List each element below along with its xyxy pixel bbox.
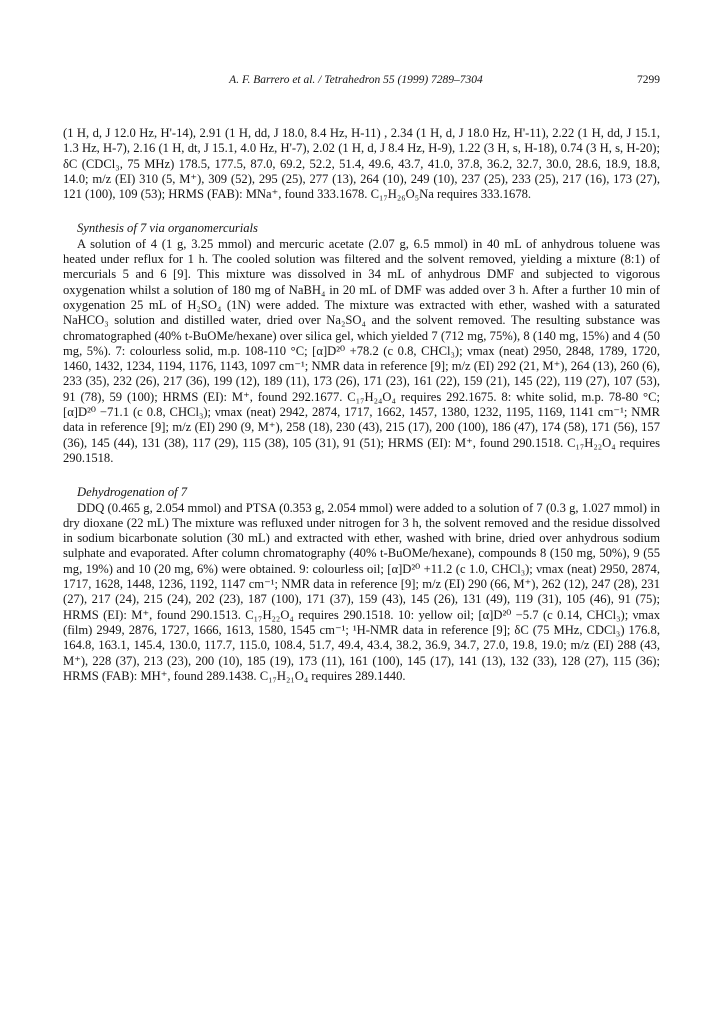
section-text-dehydrogenation: DDQ (0.465 g, 2.054 mmol) and PTSA (0.353 g, 2.054 mmol) were added to a solution of 7 (0.3 g, 1.027 mmol) in dry dioxane (22 mL) The mixture was refluxed under nitrogen for 3 h, the solvent removed and the residue dissolved in sodium bicarbonate solution (30 mL) and extracted with ether, washed with brine, dried over anhydrous sodium sulphate and evaporated. After column chromatography (40% t-BuOMe/hexane), compounds 8 (150 mg, 50%), 9 (55 mg, 19%) and 10 (20 mg, 6%) were obtained. 9: colourless oil; [α]D²⁰ +11.2 (c 1.0, CHCl₃); νmax (neat) 2950, 2874, 1717, 1628, 1448, 1236, 1192, 1147 cm⁻¹; NMR data in reference [9]; m/z (EI) 290 (66, M⁺), 262 (12), 247 (28), 231 (27), 217 (24), 215 (24), 202 (23), 187 (100), 171 (37), 159 (43), 145 (26), 131 (49), 119 (31), 105 (46), 91 (75); HRMS (EI): M⁺, found 290.1513. C₁₇H₂₂O₄ requires 290.1518. 10: yellow oil; [α]D²⁰ −5.7 (c 0.14, CHCl₃); νmax (film) 2949, 2876, 1727, 1666, 1613, 1580, 1545 cm⁻¹; ¹H-NMR data in reference [9]; δC (75 MHz, CDCl₃) 176.8, 164.8, 163.1, 145.4, 130.0, 117.7, 115.0, 108.4, 51.7, 49.4, 43.4, 38.2, 36.9, 34.7, 27.0, 19.8, 19.0; m/z (EI) 288 (43, M⁺), 228 (37), 213 (23), 200 (10), 185 (19), 173 (11), 161 (100), 145 (17), 141 (13), 132 (33), 128 (27), 115 (36); HRMS (FAB): MH⁺, found 289.1438. C₁₇H₂₁O₄ requires 289.1440. (63, 500, 660, 683)
running-header (52, 74, 660, 90)
section-text-synthesis: A solution of 4 (1 g, 3.25 mmol) and mercuric acetate (2.07 g, 6.5 mmol) in 40 mL of anhydrous toluene was heated under reflux for 1 h. The cooled solution was filtered and the solvent removed, yielding a mixture (8:1) of mercurials 5 and 6 [9]. This mixture was dissolved in 34 mL of anhydrous DMF and subjected to vigorous oxygenation whilst a solution of 180 mg of NaBH₄ in 20 mL of DMF was added over 3 h. After a further 10 min of oxygenation 25 mL of H₂SO₄ (1N) were added. The mixture was extracted with ether, washed with a saturated NaHCO₃ solution and distilled water, dried over Na₂SO₄ and the solvent removed. The resulting substance was chromatographed (40% t-BuOMe/hexane) over silica gel, which yielded 7 (712 mg, 75%), 8 (140 mg, 15%) and 4 (50 mg, 5%). 7: colourless solid, m.p. 108-110 °C; [α]D²⁰ +78.2 (c 0.8, CHCl₃); νmax (neat) 2950, 2848, 1789, 1720, 1460, 1432, 1234, 1194, 1176, 1143, 1097 cm⁻¹; NMR data in reference [9]; m/z (EI) 292 (21, M⁺), 264 (13), 260 (6), 233 (35), 232 (26), 217 (36), 199 (12), 189 (11), 173 (26), 171 (23), 161 (22), 159 (21), 145 (22), 119 (27), 107 (53), 91 (78), 59 (100); HRMS (EI): M⁺, found 292.1677. C₁₇H₂₄O₄ requires 292.1675. 8: white solid, m.p. 78-80 °C; [α]D²⁰ −71.1 (c 0.8, CHCl₃); νmax (neat) 2942, 2874, 1717, 1662, 1457, 1380, 1232, 1195, 1169, 1141 cm⁻¹; NMR data in reference [9]; m/z (EI) 290 (9, M⁺), 258 (18), 230 (43), 215 (17), 200 (100), 186 (47), 174 (58), 171 (56), 157 (36), 145 (44), 131 (38), 117 (29), 115 (38), 105 (31), 91 (51); HRMS (EI): M⁺, found 290.1518. C₁₇H₂₂O₄ requires 290.1518. (63, 236, 660, 465)
running-head: A. F. Barrero et al. / Tetrahedron 55 (1999) 7289–7304 (229, 74, 483, 86)
continued-paragraph: (1 H, d, J 12.0 Hz, H'-14), 2.91 (1 H, dd, J 18.0, 8.4 Hz, H-11) , 2.34 (1 H, d, J 18.0 Hz, H'-11), 2.22 (1 H, dd, J 15.1, 1.3 Hz, H-7), 2.16 (1 H, dt, J 15.1, 4.0 Hz, H'-7), 2.02 (1 H, d, J 8.4 Hz, H-9), 1.22 (3 H, s, H-18), 0.74 (3 H, s, H-20); δC (CDCl₃, 75 MHz) 178.5, 177.5, 87.0, 69.2, 52.2, 51.4, 49.6, 43.7, 41.0, 37.8, 36.2, 32.7, 30.0, 28.6, 18.9, 18.8, 14.0; m/z (EI) 310 (5, M⁺), 309 (52), 295 (25), 277 (13), 264 (10), 249 (10), 237 (25), 233 (25), 217 (16), 173 (27), 121 (100), 109 (53); HRMS (FAB): MNa⁺, found 333.1678. C₁₇H₂₆O₅Na requires 333.1678. (63, 126, 660, 202)
article-body (63, 126, 660, 684)
page-number: 7299 (637, 74, 660, 86)
section-heading-synthesis: Synthesis of 7 via organomercurials (77, 221, 258, 236)
section-heading-dehydrogenation: Dehydrogenation of 7 (77, 485, 188, 500)
